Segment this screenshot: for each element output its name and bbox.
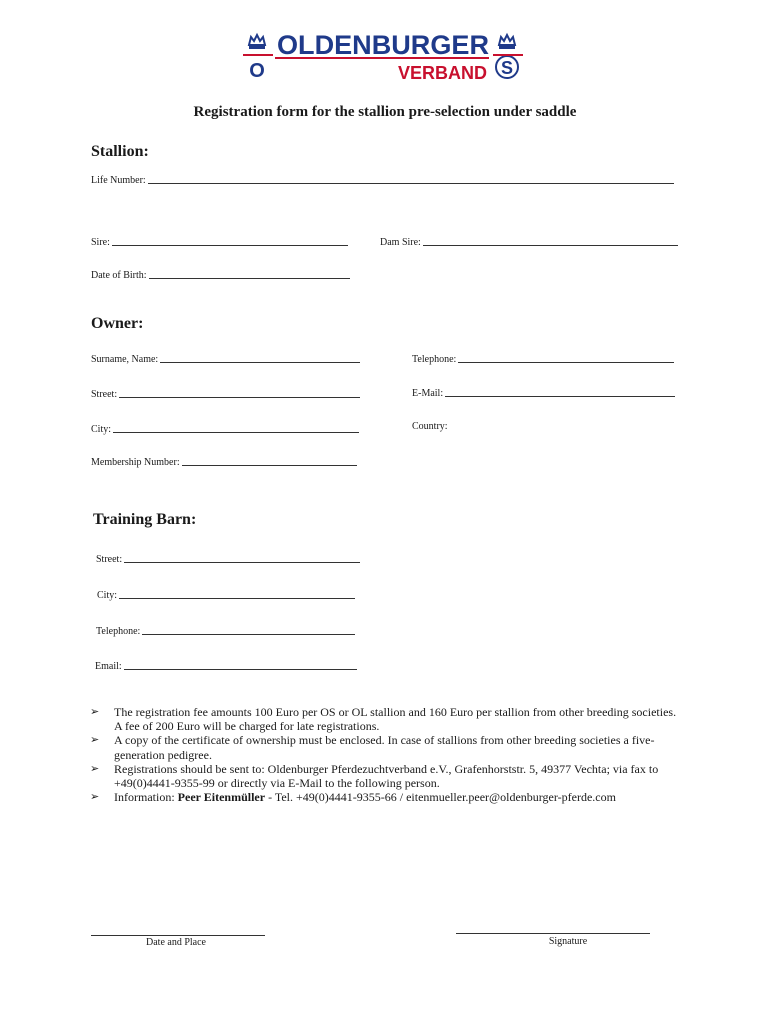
sire-field[interactable] [91,237,348,248]
owner-telephone-label: Telephone: [412,354,457,365]
date-of-birth-line[interactable] [149,278,350,279]
notes-list [90,705,680,804]
info-contact-details: - Tel. +49(0)4441-9355-66 / eitenmueller.peer@oldenburger-pferde.com [265,790,616,805]
owner-email-line[interactable] [445,396,675,397]
date-place-label: Date and Place [146,937,206,948]
information-note [114,790,680,804]
owner-email-label: E-Mail: [412,388,444,399]
life-number-field[interactable] [91,175,674,186]
owner-city-line[interactable] [113,432,359,433]
logo-subtitle: VERBAND [397,63,487,83]
barn-email-line[interactable] [124,669,357,670]
info-label: Information: [114,790,178,805]
right-crown-icon [499,35,515,49]
oldenburger-logo [243,27,523,83]
barn-city-field[interactable] [97,590,355,601]
info-contact-name: Peer Eitenmüller [177,790,266,805]
owner-telephone-line[interactable] [458,362,674,363]
owner-heading: Owner: [91,315,144,332]
logo-wordmark: OLDENBURGER [277,30,489,60]
owner-email-field[interactable] [412,388,675,399]
barn-street-line[interactable] [124,562,360,563]
left-emblem-letter: O [249,60,265,82]
training-barn-heading: Training Barn: [93,511,197,528]
arrow-bullet-icon: ➢ [90,706,100,718]
logo-graphic [243,27,523,83]
dam-sire-field[interactable] [380,237,678,248]
owner-street-line[interactable] [119,397,360,398]
owner-city-label: City: [91,424,112,435]
barn-telephone-line[interactable] [142,634,355,635]
right-emblem-letter: S [500,58,514,78]
barn-email-field[interactable] [95,661,357,672]
life-number-label: Life Number: [91,175,146,186]
list-item [90,762,680,790]
sire-label: Sire: [91,237,110,248]
list-item [90,733,680,761]
barn-email-label: Email: [95,661,122,672]
arrow-bullet-icon: ➢ [90,734,100,747]
barn-street-field[interactable] [96,554,360,565]
sire-line[interactable] [112,245,348,246]
stallion-heading: Stallion: [91,143,149,160]
arrow-bullet-icon: ➢ [90,762,100,775]
dam-sire-label: Dam Sire: [380,237,421,248]
life-number-line[interactable] [148,183,674,184]
owner-street-label: Street: [91,389,118,400]
barn-city-line[interactable] [119,598,355,599]
barn-telephone-field[interactable] [96,626,355,637]
membership-number-field[interactable] [91,457,357,468]
form-title: Registration form for the stallion pre-selection under saddle [193,104,577,120]
barn-street-label: Street: [96,554,123,565]
barn-city-label: City: [97,590,118,601]
certificate-note: A copy of the certificate of ownership must be enclosed. In case of stallions from other breeding societies a five-generation pedigree. [114,733,655,762]
fee-note: The registration fee amounts 100 Euro per OS or OL stallion and 160 Euro per stallion from other breeding societies. A fee of 200 Euro will be charged for late registrations. [114,705,677,734]
signature-label: Signature [548,936,588,947]
barn-telephone-label: Telephone: [96,626,141,637]
send-note: Registrations should be sent to: Oldenburger Pferdezuchtverband e.V., Grafenhorststr. 5, 49377 Vechta; via fax to +49(0)4441-9355-99 or directly via E-Mail to the following person. [114,761,659,791]
date-of-birth-field[interactable] [91,270,350,281]
membership-number-label: Membership Number: [91,457,180,468]
owner-country-label: Country: [412,421,448,432]
date-of-birth-label: Date of Birth: [91,270,147,281]
left-crown-icon [249,35,265,49]
arrow-bullet-icon: ➢ [90,791,100,804]
owner-surname-field[interactable] [91,354,360,365]
list-item [90,705,680,733]
owner-telephone-field[interactable] [412,354,674,365]
owner-surname-line[interactable] [160,362,360,363]
date-place-line[interactable] [91,935,265,936]
signature-line[interactable] [456,933,650,934]
owner-surname-label: Surname, Name: [91,354,159,365]
owner-city-field[interactable] [91,424,359,435]
owner-street-field[interactable] [91,389,360,400]
list-item [90,790,680,804]
dam-sire-line[interactable] [423,245,678,246]
membership-number-line[interactable] [182,465,357,466]
